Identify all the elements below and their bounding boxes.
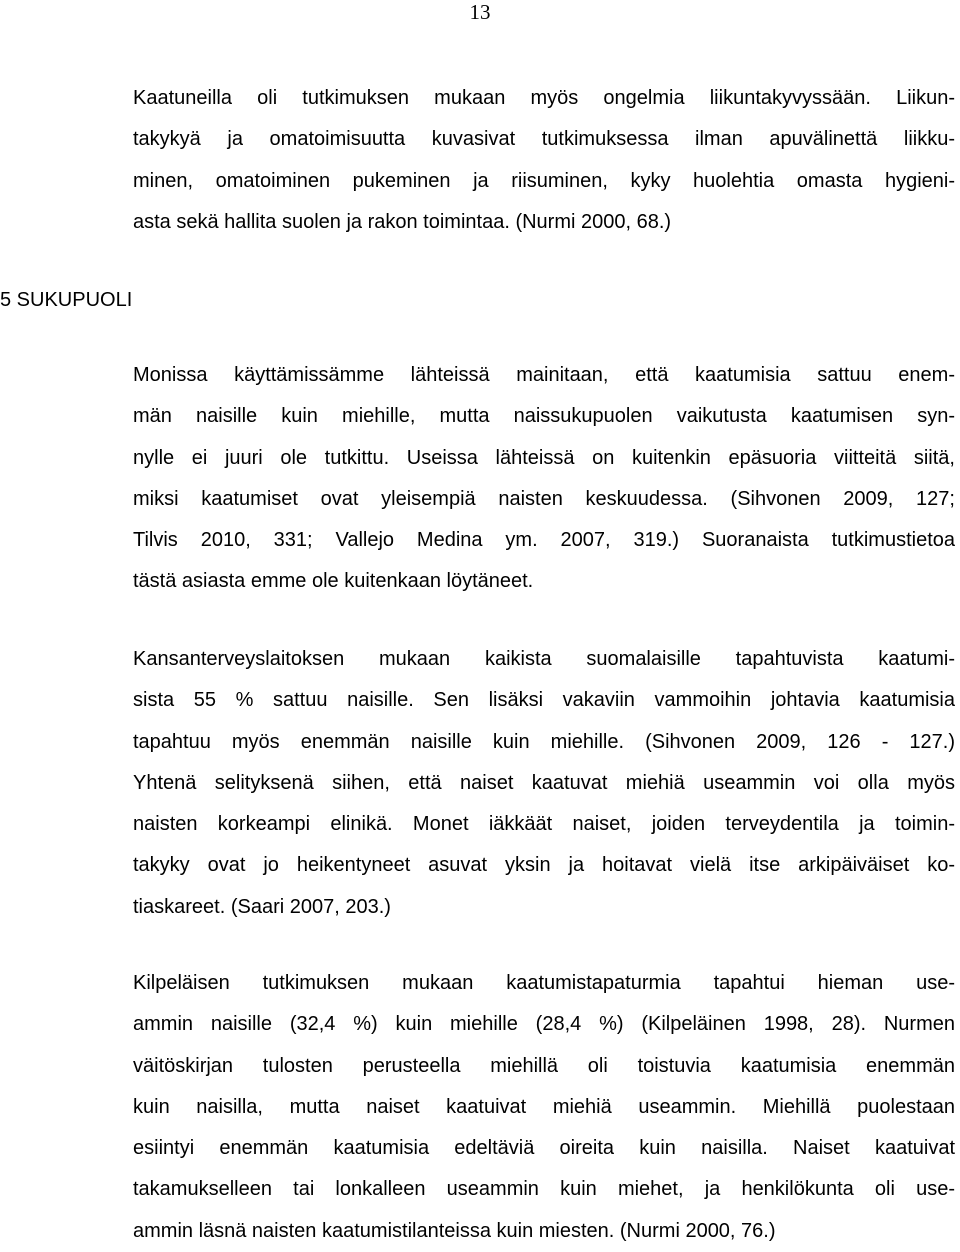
paragraph-4 <box>133 963 955 1252</box>
text-line: Monissa käyttämissämme lähteissä mainitaan, että kaatumisia sattuu enem- <box>133 364 955 386</box>
text-line: takykyä ja omatoimisuutta kuvasivat tutkimuksessa ilman apuvälinettä liikku- <box>133 128 955 151</box>
text-line: takamukselleen tai lonkalleen useammin kuin miehet, ja henkilökunta oli use- <box>133 1178 955 1201</box>
text-line: takyky ovat jo heikentyneet asuvat yksin ja hoitavat vielä itse arkipäiväiset ko- <box>133 854 955 877</box>
text-line: tiaskareet. (Saari 2007, 203.) <box>133 895 391 918</box>
text-line: Kansanterveyslaitoksen mukaan kaikista suomalaisille tapahtuvista kaatumi- <box>133 648 955 670</box>
page-number: 13 <box>469 0 491 24</box>
text-line: Tilvis 2010, 331; Vallejo Medina ym. 2007, 319.) Suoranaista tutkimustietoa <box>133 529 955 552</box>
section-heading: 5 SUKUPUOLI <box>0 289 133 311</box>
text-line: ammin läsnä naisten kaatumistilanteissa kuin miesten. (Nurmi 2000, 76.) <box>133 1219 776 1242</box>
text-line: asta sekä hallita suolen ja rakon toimintaa. (Nurmi 2000, 68.) <box>133 210 672 233</box>
text-line: Kaatuneilla oli tutkimuksen mukaan myös ongelmia liikuntakyvyssään. Liikun- <box>133 87 955 109</box>
text-line: nylle ei juuri ole tutkittu. Useissa lähteissä on kuitenkin epäsuoria viitteitä siitä, <box>133 446 955 469</box>
text-line: Kilpeläisen tutkimuksen mukaan kaatumistapaturmia tapahtui hieman use- <box>133 972 955 994</box>
text-line: minen, omatoiminen pukeminen ja riisuminen, kyky huolehtia omasta hygieni- <box>133 169 955 192</box>
text-line: esiintyi enemmän kaatumisia edeltäviä oireita kuin naisilla. Naiset kaatuivat <box>133 1137 955 1160</box>
text-line: sista 55 % sattuu naisille. Sen lisäksi vakaviin vammoihin johtavia kaatumisia <box>133 689 955 712</box>
paragraph-2 <box>133 355 955 603</box>
paragraph-3 <box>133 639 955 928</box>
text-line: naisten korkeampi elinikä. Monet iäkkäät naiset, joiden terveydentila ja toimin- <box>133 813 955 836</box>
text-line: tapahtuu myös enemmän naisille kuin miehille. (Sihvonen 2009, 126 - 127.) <box>133 730 955 753</box>
text-line: ammin naisille (32,4 %) kuin miehille (28,4 %) (Kilpeläinen 1998, 28). Nurmen <box>133 1013 955 1036</box>
text-line: tästä asiasta emme ole kuitenkaan löytäneet. <box>133 570 534 593</box>
paragraph-1 <box>133 78 955 243</box>
text-line: kuin naisilla, mutta naiset kaatuivat miehiä useammin. Miehillä puolestaan <box>133 1095 955 1118</box>
text-line: väitöskirjan tulosten perusteella miehillä oli toistuvia kaatumisia enemmän <box>133 1054 955 1077</box>
text-line: män naisille kuin miehille, mutta naissukupuolen vaikutusta kaatumisen syn- <box>133 405 955 428</box>
text-line: Yhtenä selityksenä siihen, että naiset kaatuvat miehiä useammin voi olla myös <box>133 771 955 794</box>
text-line: miksi kaatumiset ovat yleisempiä naisten keskuudessa. (Sihvonen 2009, 127; <box>133 487 955 510</box>
